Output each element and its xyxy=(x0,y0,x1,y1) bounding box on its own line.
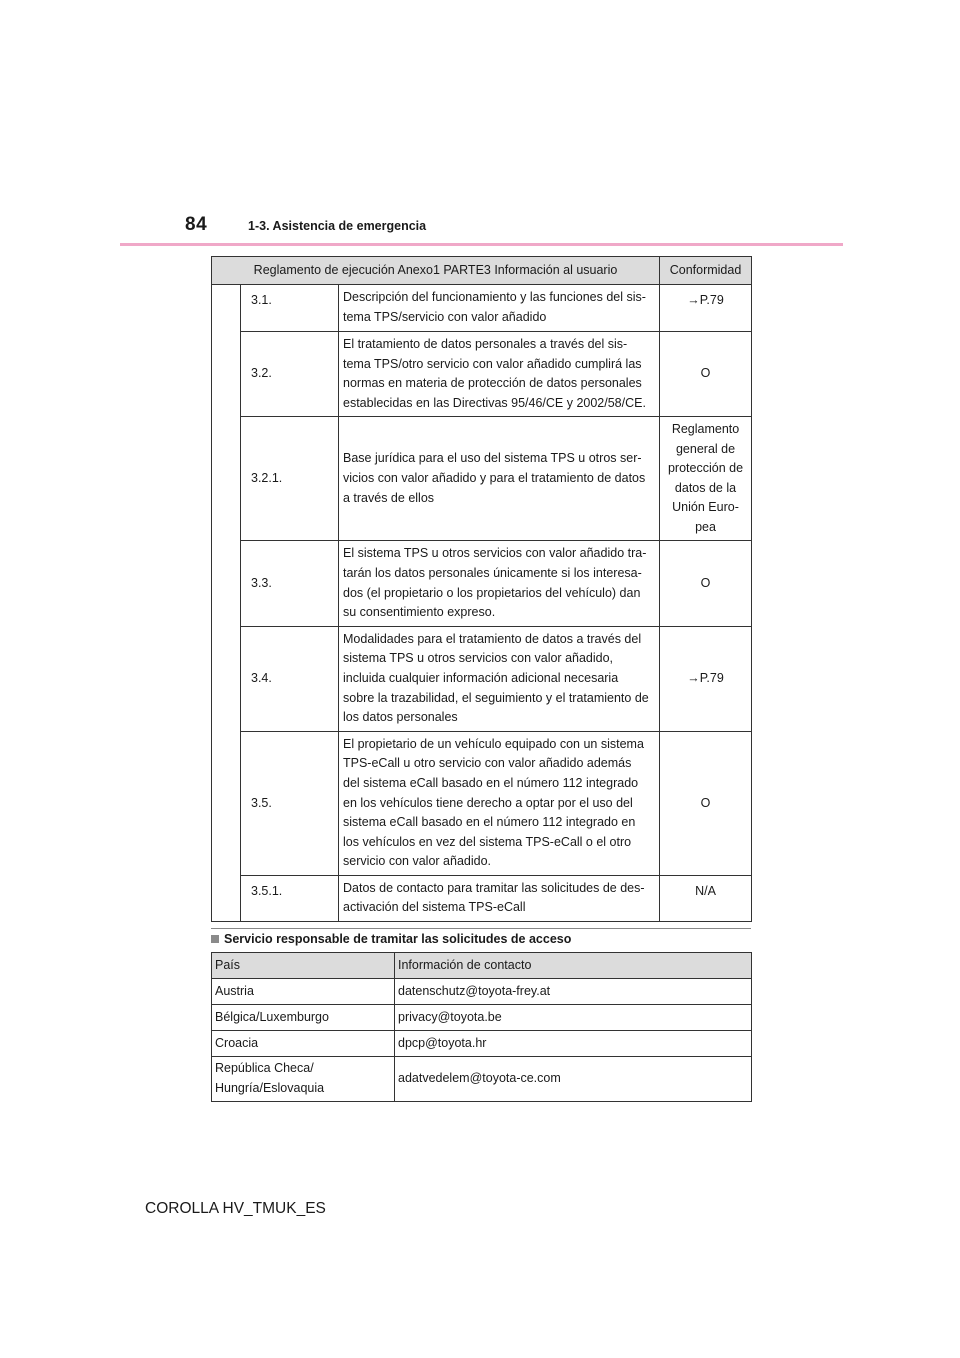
conformity-value: →P.79 xyxy=(660,626,752,731)
table-row xyxy=(212,541,752,626)
clause-number: 3.2.1. xyxy=(241,417,339,541)
contact-cell: datenschutz@toyota-frey.at xyxy=(395,979,752,1005)
clause-number: 3.5. xyxy=(241,731,339,875)
contact-header: Información de contacto xyxy=(395,953,752,979)
contact-table-header xyxy=(212,953,752,979)
table-row xyxy=(212,1005,752,1031)
clause-description: El tratamiento de datos personales a través del sis- tema TPS/otro servicio con valor añadido cumplirá las normas en materia de protección de datos personales establecidas en las Directivas 95/46/CE y 2002/58/CE. xyxy=(339,332,660,417)
table-row xyxy=(212,626,752,731)
square-bullet-icon xyxy=(211,935,219,943)
conformity-header: Conformidad xyxy=(660,257,752,285)
clause-description: Datos de contacto para tramitar las solicitudes de des- activación del sistema TPS-eCall xyxy=(339,875,660,921)
country-cell: Austria xyxy=(212,979,395,1005)
subheading xyxy=(211,931,571,947)
country-cell: Bélgica/Luxemburgo xyxy=(212,1005,395,1031)
clause-number: 3.5.1. xyxy=(241,875,339,921)
subheading-text: Servicio responsable de tramitar las solicitudes de acceso xyxy=(224,932,572,946)
country-header: País xyxy=(212,953,395,979)
contact-cell: adatvedelem@toyota-ce.com xyxy=(395,1057,752,1102)
clause-description: El propietario de un vehículo equipado con un sistema TPS-eCall u otro servicio con valor añadido además del sistema eCall basado en el número 112 integrado en los vehículos tiene derecho a optar por el uso del sistema eCall basado en el número 112 integrado en los vehículos en vez del sistema TPS-eCall o el otro servicio con valor añadido. xyxy=(339,731,660,875)
conformity-value: O xyxy=(660,731,752,875)
header-rule xyxy=(120,243,843,246)
clause-description: Base jurídica para el uso del sistema TPS u otros ser- vicios con valor añadido y para el tratamiento de datos a través de ellos xyxy=(339,417,660,541)
table-row xyxy=(212,979,752,1005)
clause-number: 3.1. xyxy=(241,285,339,332)
clause-number: 3.2. xyxy=(241,332,339,417)
table-row xyxy=(212,285,752,332)
blank-cell xyxy=(212,285,241,922)
contact-cell: privacy@toyota.be xyxy=(395,1005,752,1031)
conformity-value: O xyxy=(660,332,752,417)
table-row xyxy=(212,332,752,417)
clause-number: 3.4. xyxy=(241,626,339,731)
clause-description: El sistema TPS u otros servicios con valor añadido tra- tarán los datos personales únicamente si los interesa- dos (el propietario o los propietarios del vehículo) dan su consentimiento expreso. xyxy=(339,541,660,626)
clause-number: 3.3. xyxy=(241,541,339,626)
footer-model-code: COROLLA HV_TMUK_ES xyxy=(145,1200,326,1217)
conformity-value: →P.79 xyxy=(660,285,752,332)
conformity-value: Reglamento general de protección de datos de la Unión Euro- pea xyxy=(660,417,752,541)
conformity-value: N/A xyxy=(660,875,752,921)
table-row xyxy=(212,731,752,875)
regulation-table xyxy=(211,256,752,922)
clause-description: Modalidades para el tratamiento de datos a través del sistema TPS u otros servicios con valor añadido, incluida cualquier información adicional necesaria sobre la trazabilidad, el seguimiento y el tratamiento de los datos personales xyxy=(339,626,660,731)
table-row xyxy=(212,417,752,541)
clause-description: Descripción del funcionamiento y las funciones del sis- tema TPS/servicio con valor añadido xyxy=(339,285,660,332)
country-cell: República Checa/ Hungría/Eslovaquia xyxy=(212,1057,395,1102)
regulation-table-header xyxy=(212,257,752,285)
regulation-header: Reglamento de ejecución Anexo1 PARTE3 Información al usuario xyxy=(212,257,660,285)
conformity-value: O xyxy=(660,541,752,626)
table-row xyxy=(212,875,752,921)
country-cell: Croacia xyxy=(212,1031,395,1057)
contact-cell: dpcp@toyota.hr xyxy=(395,1031,752,1057)
table-row xyxy=(212,1057,752,1102)
section-title: 1-3. Asistencia de emergencia xyxy=(248,219,427,233)
table-row xyxy=(212,1031,752,1057)
section-divider xyxy=(211,928,751,929)
contact-table xyxy=(211,952,752,1102)
page-number: 84 xyxy=(185,214,208,235)
